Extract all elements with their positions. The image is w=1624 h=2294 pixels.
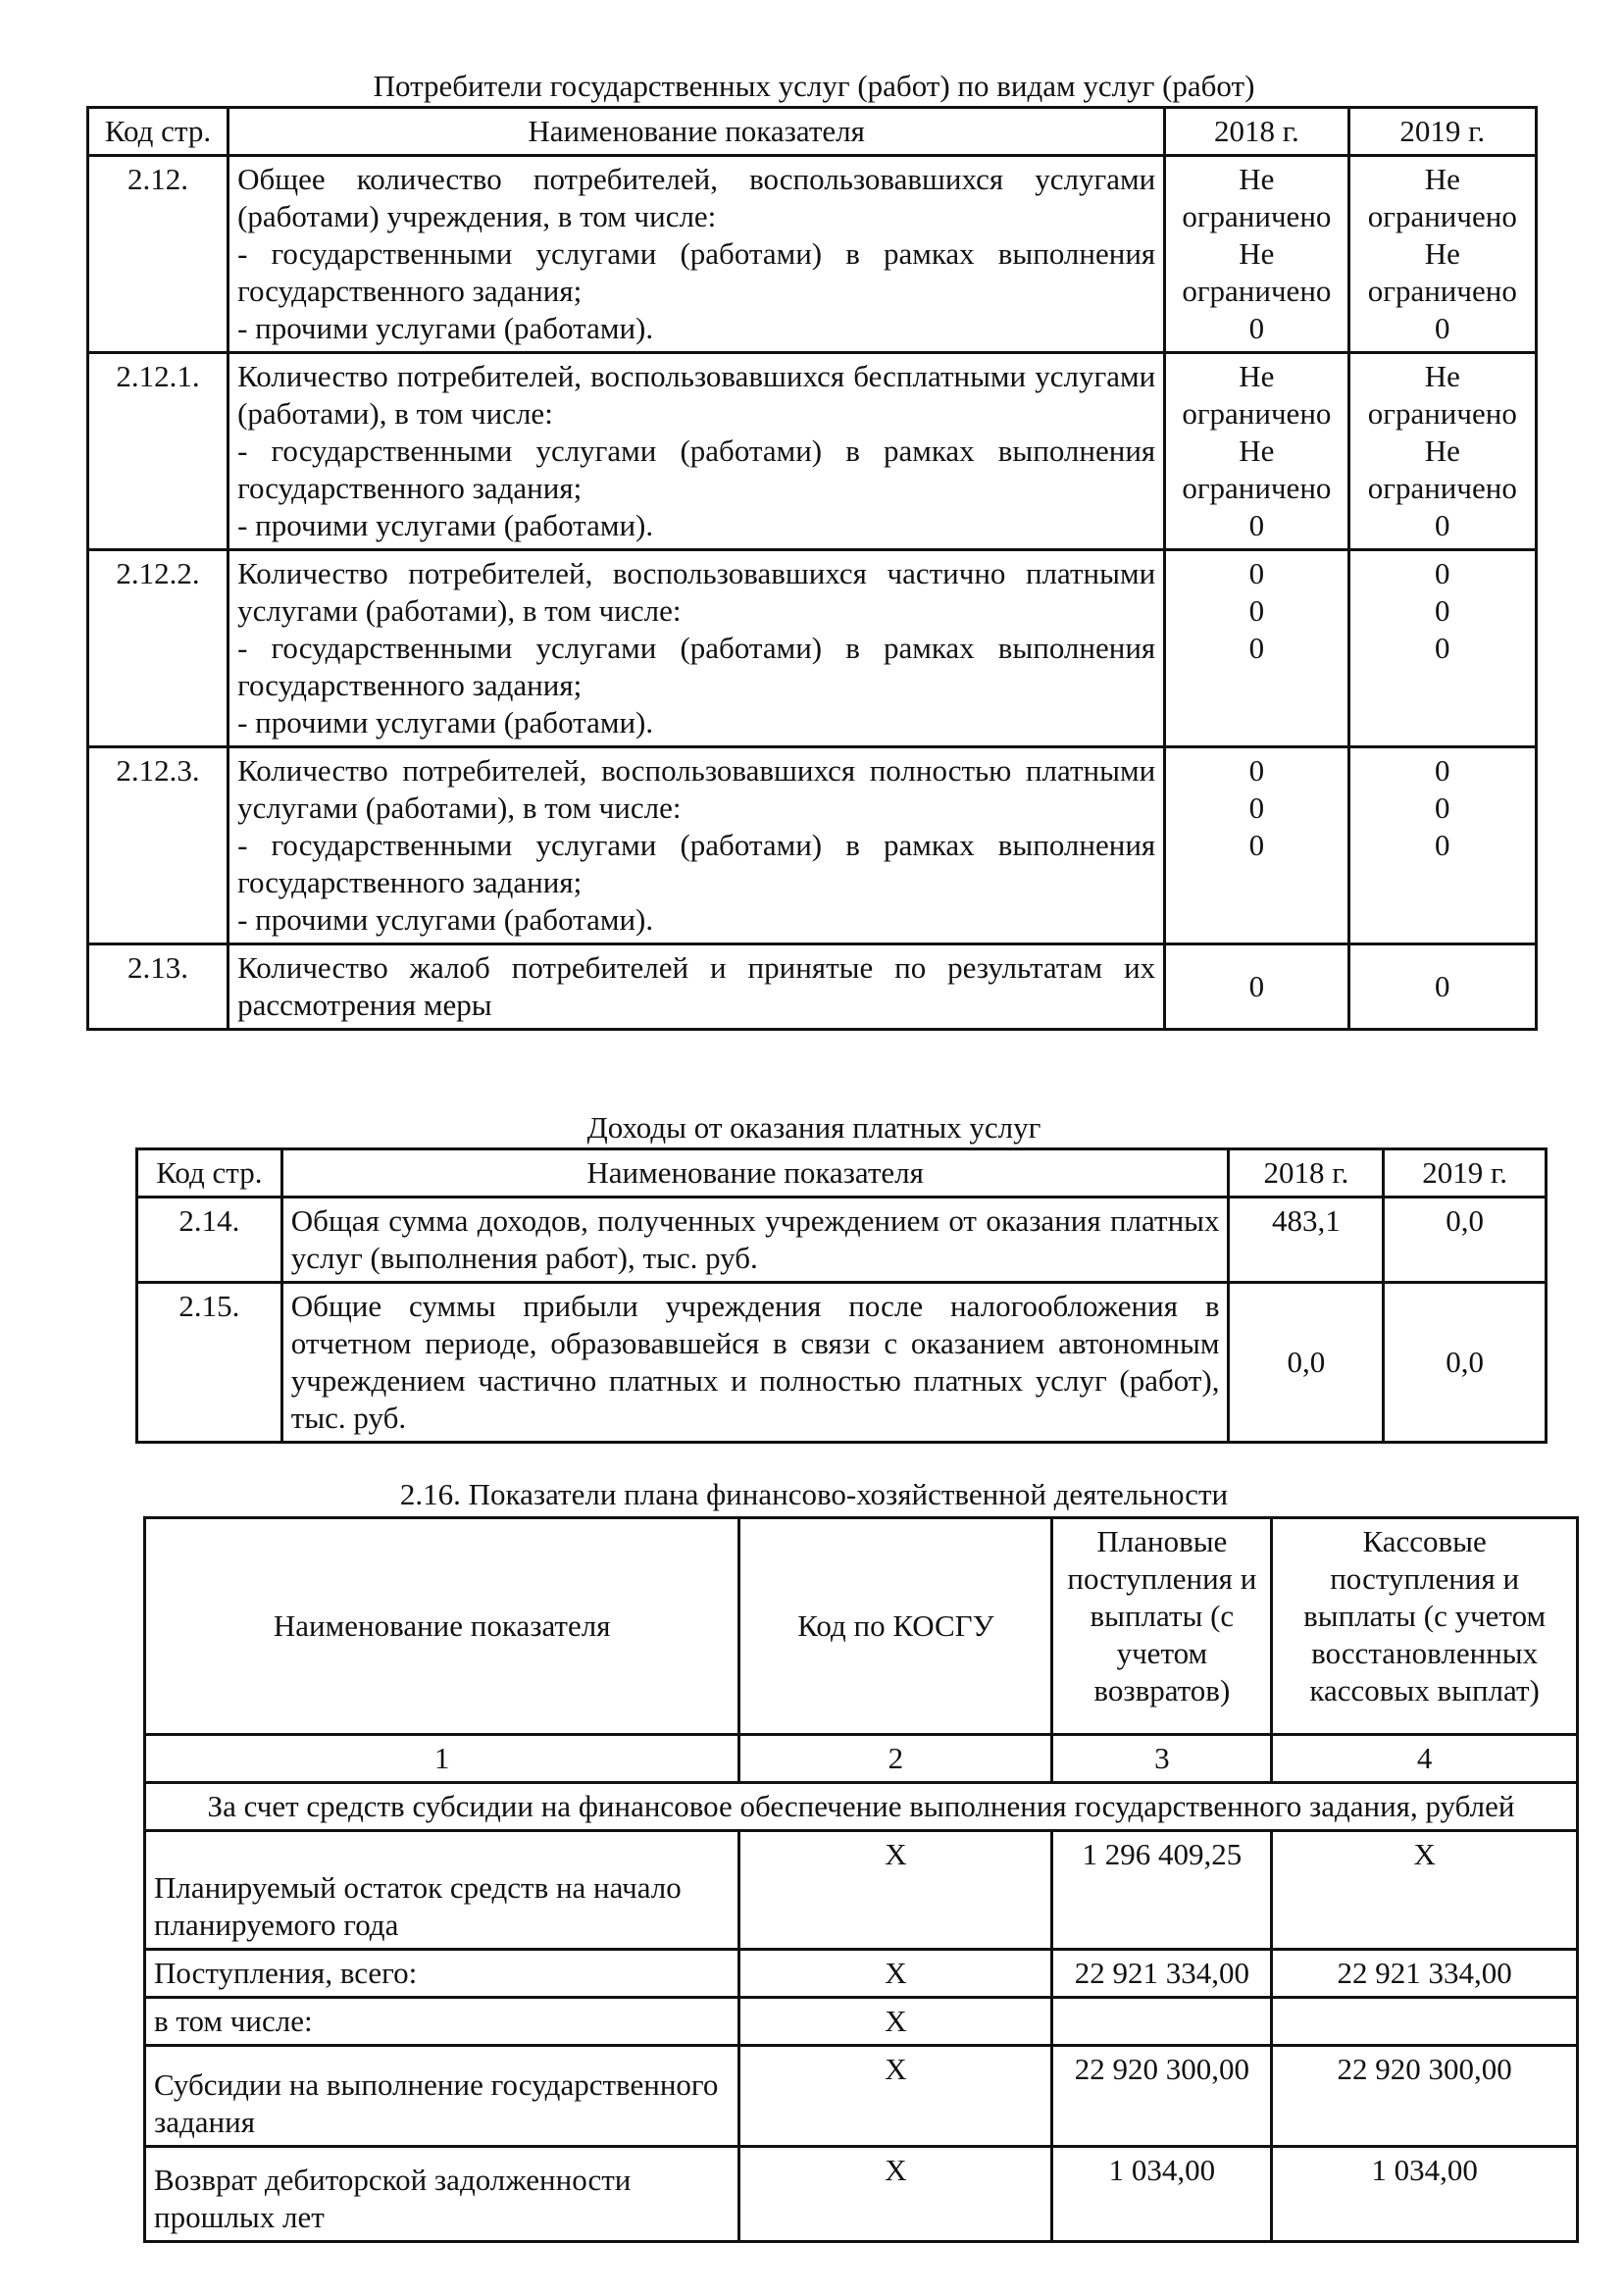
value-item: 0	[1435, 311, 1450, 345]
row-text	[228, 747, 1165, 944]
table2-header-row	[137, 1149, 1547, 1198]
table1-header-row	[88, 108, 1537, 156]
value-2018	[1165, 944, 1348, 1030]
table3-caption: 2.16. Показатели плана финансово-хозяйственной деятельности	[399, 1477, 1229, 1511]
row-name: Поступления, всего:	[145, 1950, 739, 1998]
value-2019: 0,0	[1384, 1198, 1547, 1283]
table-row	[88, 156, 1537, 353]
header-cash: Кассовые поступления и выплаты (с учетом восстановленных кассовых выплат)	[1272, 1518, 1578, 1735]
table-row	[137, 1283, 1547, 1443]
value-item: 0	[1435, 593, 1450, 628]
value-2018: 0,0	[1229, 1283, 1384, 1443]
value-item: Не ограничено	[1182, 162, 1332, 233]
value-item: 0	[1248, 969, 1265, 1003]
row-text	[228, 353, 1165, 550]
value-2018	[1165, 550, 1348, 747]
table2-caption: Доходы от оказания платных услуг	[586, 1110, 1041, 1145]
row-kosgu: Х	[739, 1831, 1052, 1950]
row-text-line: - государственными услугами (работами) в рамках выполнения государственного задания;	[237, 433, 1156, 505]
row-code: 2.12.2.	[88, 550, 228, 747]
value-2019	[1348, 747, 1536, 944]
col-number-1: 1	[145, 1735, 739, 1783]
value-item: Не ограничено	[1182, 433, 1332, 505]
value-item: 0	[1435, 753, 1450, 788]
table1-caption: Потребители государственных услуг (работ) по видам услуг (работ)	[373, 69, 1255, 103]
col-number-2: 2	[739, 1735, 1052, 1783]
value-item: 0	[1248, 790, 1265, 825]
row-code: 2.15.	[137, 1283, 282, 1443]
value-item: 0	[1435, 969, 1450, 1003]
row-planned: 22 921 334,00	[1052, 1950, 1272, 1998]
header-kosgu: Код по КОСГУ	[739, 1518, 1052, 1735]
value-item: 0	[1248, 753, 1265, 788]
table-row	[145, 1950, 1578, 1998]
row-kosgu: Х	[739, 2046, 1052, 2147]
value-item: 0	[1435, 556, 1450, 590]
value-item: 0	[1435, 790, 1450, 825]
value-2019	[1348, 944, 1536, 1030]
header-2019: 2019 г.	[1384, 1149, 1547, 1198]
value-item: 0	[1248, 556, 1265, 590]
row-name: Планируемый остаток средств на начало планируемого года	[145, 1831, 739, 1950]
value-item: Не ограничено	[1367, 162, 1517, 233]
value-item: Не ограничено	[1367, 359, 1517, 431]
row-text-line: - прочими услугами (работами).	[237, 311, 654, 345]
row-cash: Х	[1272, 1831, 1578, 1950]
row-kosgu: Х	[739, 2147, 1052, 2242]
row-text-line: - прочими услугами (работами).	[237, 902, 654, 937]
row-code: 2.13.	[88, 944, 228, 1030]
row-planned: 1 034,00	[1052, 2147, 1272, 2242]
value-2018: 483,1	[1229, 1198, 1384, 1283]
income-table	[135, 1147, 1548, 1444]
row-text: Общая сумма доходов, полученных учреждением от оказания платных услуг (выполнения работ), тыс. руб.	[281, 1198, 1229, 1283]
row-text-line: - прочими услугами (работами).	[237, 705, 654, 739]
value-2018	[1165, 747, 1348, 944]
table-row	[145, 1998, 1578, 2046]
row-text-line: Количество жалоб потребителей и принятые по результатам их рассмотрения меры	[237, 950, 1156, 1022]
table-row	[145, 2046, 1578, 2147]
row-text	[228, 156, 1165, 353]
row-code: 2.12.	[88, 156, 228, 353]
table3-header-row	[145, 1518, 1578, 1735]
row-name: Субсидии на выполнение государственного задания	[145, 2046, 739, 2147]
row-text	[228, 944, 1165, 1030]
value-2018	[1165, 156, 1348, 353]
value-item: Не ограничено	[1182, 359, 1332, 431]
table-row	[88, 747, 1537, 944]
section-title-row	[145, 1783, 1578, 1831]
row-planned: 22 920 300,00	[1052, 2046, 1272, 2147]
row-cash	[1272, 1998, 1578, 2046]
value-2019	[1348, 550, 1536, 747]
header-2019: 2019 г.	[1348, 108, 1536, 156]
value-2019	[1348, 156, 1536, 353]
value-item: 0	[1248, 311, 1265, 345]
row-text-line: Количество потребителей, воспользовавшихся бесплатными услугами (работами), в том числе:	[237, 359, 1156, 431]
row-planned	[1052, 1998, 1272, 2046]
financial-plan-table	[143, 1516, 1579, 2243]
value-item: 0	[1248, 631, 1265, 665]
table-row	[88, 550, 1537, 747]
row-name: в том числе:	[145, 1998, 739, 2046]
row-code: 2.12.3.	[88, 747, 228, 944]
section-title: За счет средств субсидии на финансовое обеспечение выполнения государственного задания, рублей	[145, 1783, 1578, 1831]
row-text-line: - государственными услугами (работами) в рамках выполнения государственного задания;	[237, 631, 1156, 702]
row-cash: 22 921 334,00	[1272, 1950, 1578, 1998]
table-row	[137, 1198, 1547, 1283]
row-name: Возврат дебиторской задолженности прошлых лет	[145, 2147, 739, 2242]
row-kosgu: Х	[739, 1998, 1052, 2046]
column-numbers-row	[145, 1735, 1578, 1783]
header-code: Код стр.	[88, 108, 228, 156]
value-item: Не ограничено	[1182, 236, 1332, 308]
value-2018	[1165, 353, 1348, 550]
row-kosgu: Х	[739, 1950, 1052, 1998]
value-item: 0	[1248, 593, 1265, 628]
row-text-line: Количество потребителей, воспользовавшихся полностью платными услугами (работами), в том числе:	[237, 753, 1156, 825]
col-number-3: 3	[1052, 1735, 1272, 1783]
col-number-4: 4	[1272, 1735, 1578, 1783]
row-text-line: - государственными услугами (работами) в рамках выполнения государственного задания;	[237, 828, 1156, 899]
header-2018: 2018 г.	[1229, 1149, 1384, 1198]
row-cash: 1 034,00	[1272, 2147, 1578, 2242]
row-text-line: - государственными услугами (работами) в рамках выполнения государственного задания;	[237, 236, 1156, 308]
header-code: Код стр.	[137, 1149, 282, 1198]
row-code: 2.14.	[137, 1198, 282, 1283]
header-planned: Плановые поступления и выплаты (с учетом возвратов)	[1052, 1518, 1272, 1735]
row-text-line: Количество потребителей, воспользовавшихся частично платными услугами (работами), в том числе:	[237, 556, 1156, 628]
table-row	[88, 353, 1537, 550]
row-text: Общие суммы прибыли учреждения после налогообложения в отчетном периоде, образовавшейся в связи с оказанием автономным учреждением частично платных и полностью платных услуг (работ), тыс. руб.	[281, 1283, 1229, 1443]
value-item: 0	[1435, 631, 1450, 665]
row-code: 2.12.1.	[88, 353, 228, 550]
table-row	[145, 2147, 1578, 2242]
value-item: 0	[1248, 508, 1265, 542]
value-item: 0	[1435, 828, 1450, 862]
table-row	[145, 1831, 1578, 1950]
row-text-line: Общее количество потребителей, воспользовавшихся услугами (работами) учреждения, в том числе:	[237, 162, 1156, 233]
row-planned: 1 296 409,25	[1052, 1831, 1272, 1950]
header-name: Наименование показателя	[228, 108, 1165, 156]
value-2019: 0,0	[1384, 1283, 1547, 1443]
consumers-table	[86, 106, 1538, 1031]
value-item: Не ограничено	[1367, 236, 1517, 308]
value-item: 0	[1248, 828, 1265, 862]
value-2019	[1348, 353, 1536, 550]
header-name: Наименование показателя	[281, 1149, 1229, 1198]
table-row	[88, 944, 1537, 1030]
row-text-line: - прочими услугами (работами).	[237, 508, 654, 542]
header-2018: 2018 г.	[1165, 108, 1348, 156]
row-text	[228, 550, 1165, 747]
header-name: Наименование показателя	[145, 1518, 739, 1735]
value-item: 0	[1435, 508, 1450, 542]
value-item: Не ограничено	[1367, 433, 1517, 505]
row-cash: 22 920 300,00	[1272, 2046, 1578, 2147]
